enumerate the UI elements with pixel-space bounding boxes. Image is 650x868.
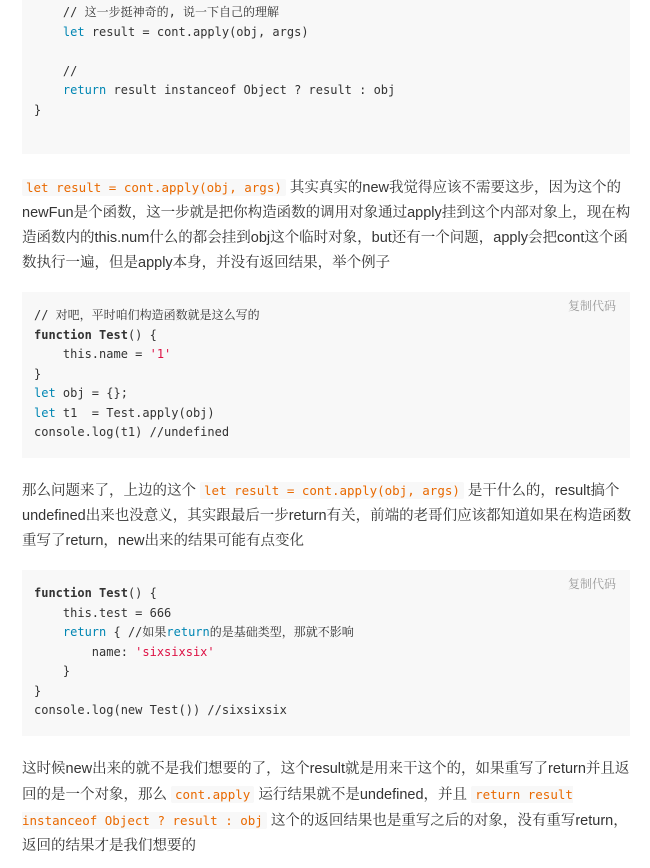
code-token: () {: [127, 327, 157, 342]
code-indent: [34, 64, 63, 78]
code-line: [34, 622, 354, 642]
code-indent: [34, 83, 63, 97]
code-line: [34, 422, 229, 442]
copy-code-button[interactable]: 复制代码: [567, 577, 616, 591]
code-token: function: [34, 327, 92, 342]
code-line: [34, 344, 171, 364]
inline-code: let result = cont.apply(obj, args): [200, 482, 464, 499]
code-block-2: [22, 292, 630, 458]
code-indent: [34, 25, 63, 39]
code-token: obj = {};: [55, 386, 128, 400]
code-token: console.log(new Test()) //sixsixsix: [34, 703, 287, 717]
code-token: () {: [127, 586, 157, 600]
code-token: //: [62, 63, 78, 78]
code-token: name:: [91, 644, 136, 659]
code-line: [34, 583, 157, 603]
code-line: [34, 681, 41, 701]
code-token: }: [34, 102, 42, 117]
code-line: [34, 642, 215, 662]
code-token: }: [62, 664, 71, 678]
code-token: let: [34, 405, 56, 420]
code-indent: [34, 645, 92, 659]
code-token: }: [34, 366, 42, 381]
paragraph-text: 是干什么的，result搞个undefined出来也没意义，其实跟最后一步return有关，前端的老哥们应该都知道如果在构造函数重写了return，new出来的结果可能有点变化: [22, 483, 632, 549]
code-token: '1': [149, 347, 172, 361]
code-token: t1 = Test.apply(obj): [55, 405, 215, 420]
inline-code: cont.apply: [171, 786, 254, 803]
paragraph-2: [22, 478, 632, 554]
paragraph-3: [22, 757, 632, 859]
code-token: 的是基础类型，那就不影响: [209, 625, 354, 639]
code-line: [34, 61, 77, 81]
code-token: return: [62, 83, 107, 97]
code-token: Test: [99, 586, 128, 600]
code-token: console.log(t1) //undefined: [34, 425, 230, 439]
code-line: [34, 603, 171, 623]
code-line: [34, 661, 70, 681]
code-token: this.test = 666: [62, 605, 172, 620]
code-token: { //如果: [106, 625, 167, 639]
code-line: [34, 2, 279, 22]
code-token: Test: [99, 327, 128, 342]
code-token: result instanceof Object ? result : obj: [106, 83, 396, 97]
paragraph-text: 其实真实的new我觉得应该不需要这步，因为这个的newFun是个函数，这一步就是把你构造函数的调用对象通过apply挂到这个内部对象上，现在构造函数内的this.num什么的都会挂到obj这个临时对象，but还有一个问题，apply会把cont这个函数执行一遍，但是apply本身，并没有返回结果，举个例子: [22, 180, 631, 271]
code-indent: [34, 664, 63, 678]
code-line: [34, 383, 128, 403]
code-indent: [34, 5, 63, 19]
inline-code: return result instanceof Object ? result : obj: [22, 787, 573, 828]
copy-code-button[interactable]: 复制代码: [567, 299, 616, 313]
code-indent: [34, 606, 63, 620]
code-line: [34, 305, 260, 325]
code-block-3: [22, 570, 630, 736]
code-indent: [34, 347, 63, 361]
paragraph-text: 运行结果就不是undefined，并且: [254, 787, 472, 803]
code-token: // 这一步挺神奇的, 说一下自己的理解: [62, 5, 280, 19]
code-token: 'sixsixsix': [135, 644, 215, 659]
paragraph-text: 那么问题来了，上边的这个: [22, 483, 201, 499]
code-indent: [34, 625, 63, 639]
code-token: result = cont.apply(obj, args): [84, 24, 309, 39]
code-token: [92, 328, 99, 342]
code-line: [34, 700, 287, 720]
code-block-1: [22, 0, 630, 154]
code-line: [34, 22, 309, 42]
paragraph-1: [22, 175, 632, 276]
paragraph-text: 这个的返回结果也是重写之后的对象，没有重写return，返回的结果才是我们想要的: [22, 813, 628, 854]
inline-code: let result = cont.apply(obj, args): [22, 179, 286, 196]
paragraph-text: 这时候new出来的就不是我们想要的了，这个result就是用来干这个的，如果重写了return并且返回的是一个对象，那么: [22, 761, 630, 803]
code-line: [34, 325, 157, 345]
code-token: let: [62, 24, 85, 39]
code-token: [92, 586, 99, 600]
code-line: [34, 403, 215, 423]
code-token: return: [166, 625, 210, 639]
code-token: this.name =: [62, 347, 150, 361]
code-token: return: [62, 625, 107, 639]
code-line: [34, 100, 41, 120]
code-token: }: [34, 683, 42, 698]
code-line: [34, 364, 41, 384]
code-token: function: [34, 586, 92, 600]
code-token: let: [34, 386, 56, 400]
code-line: [34, 80, 395, 100]
code-token: // 对吧，平时咱们构造函数就是这么写的: [34, 308, 260, 322]
